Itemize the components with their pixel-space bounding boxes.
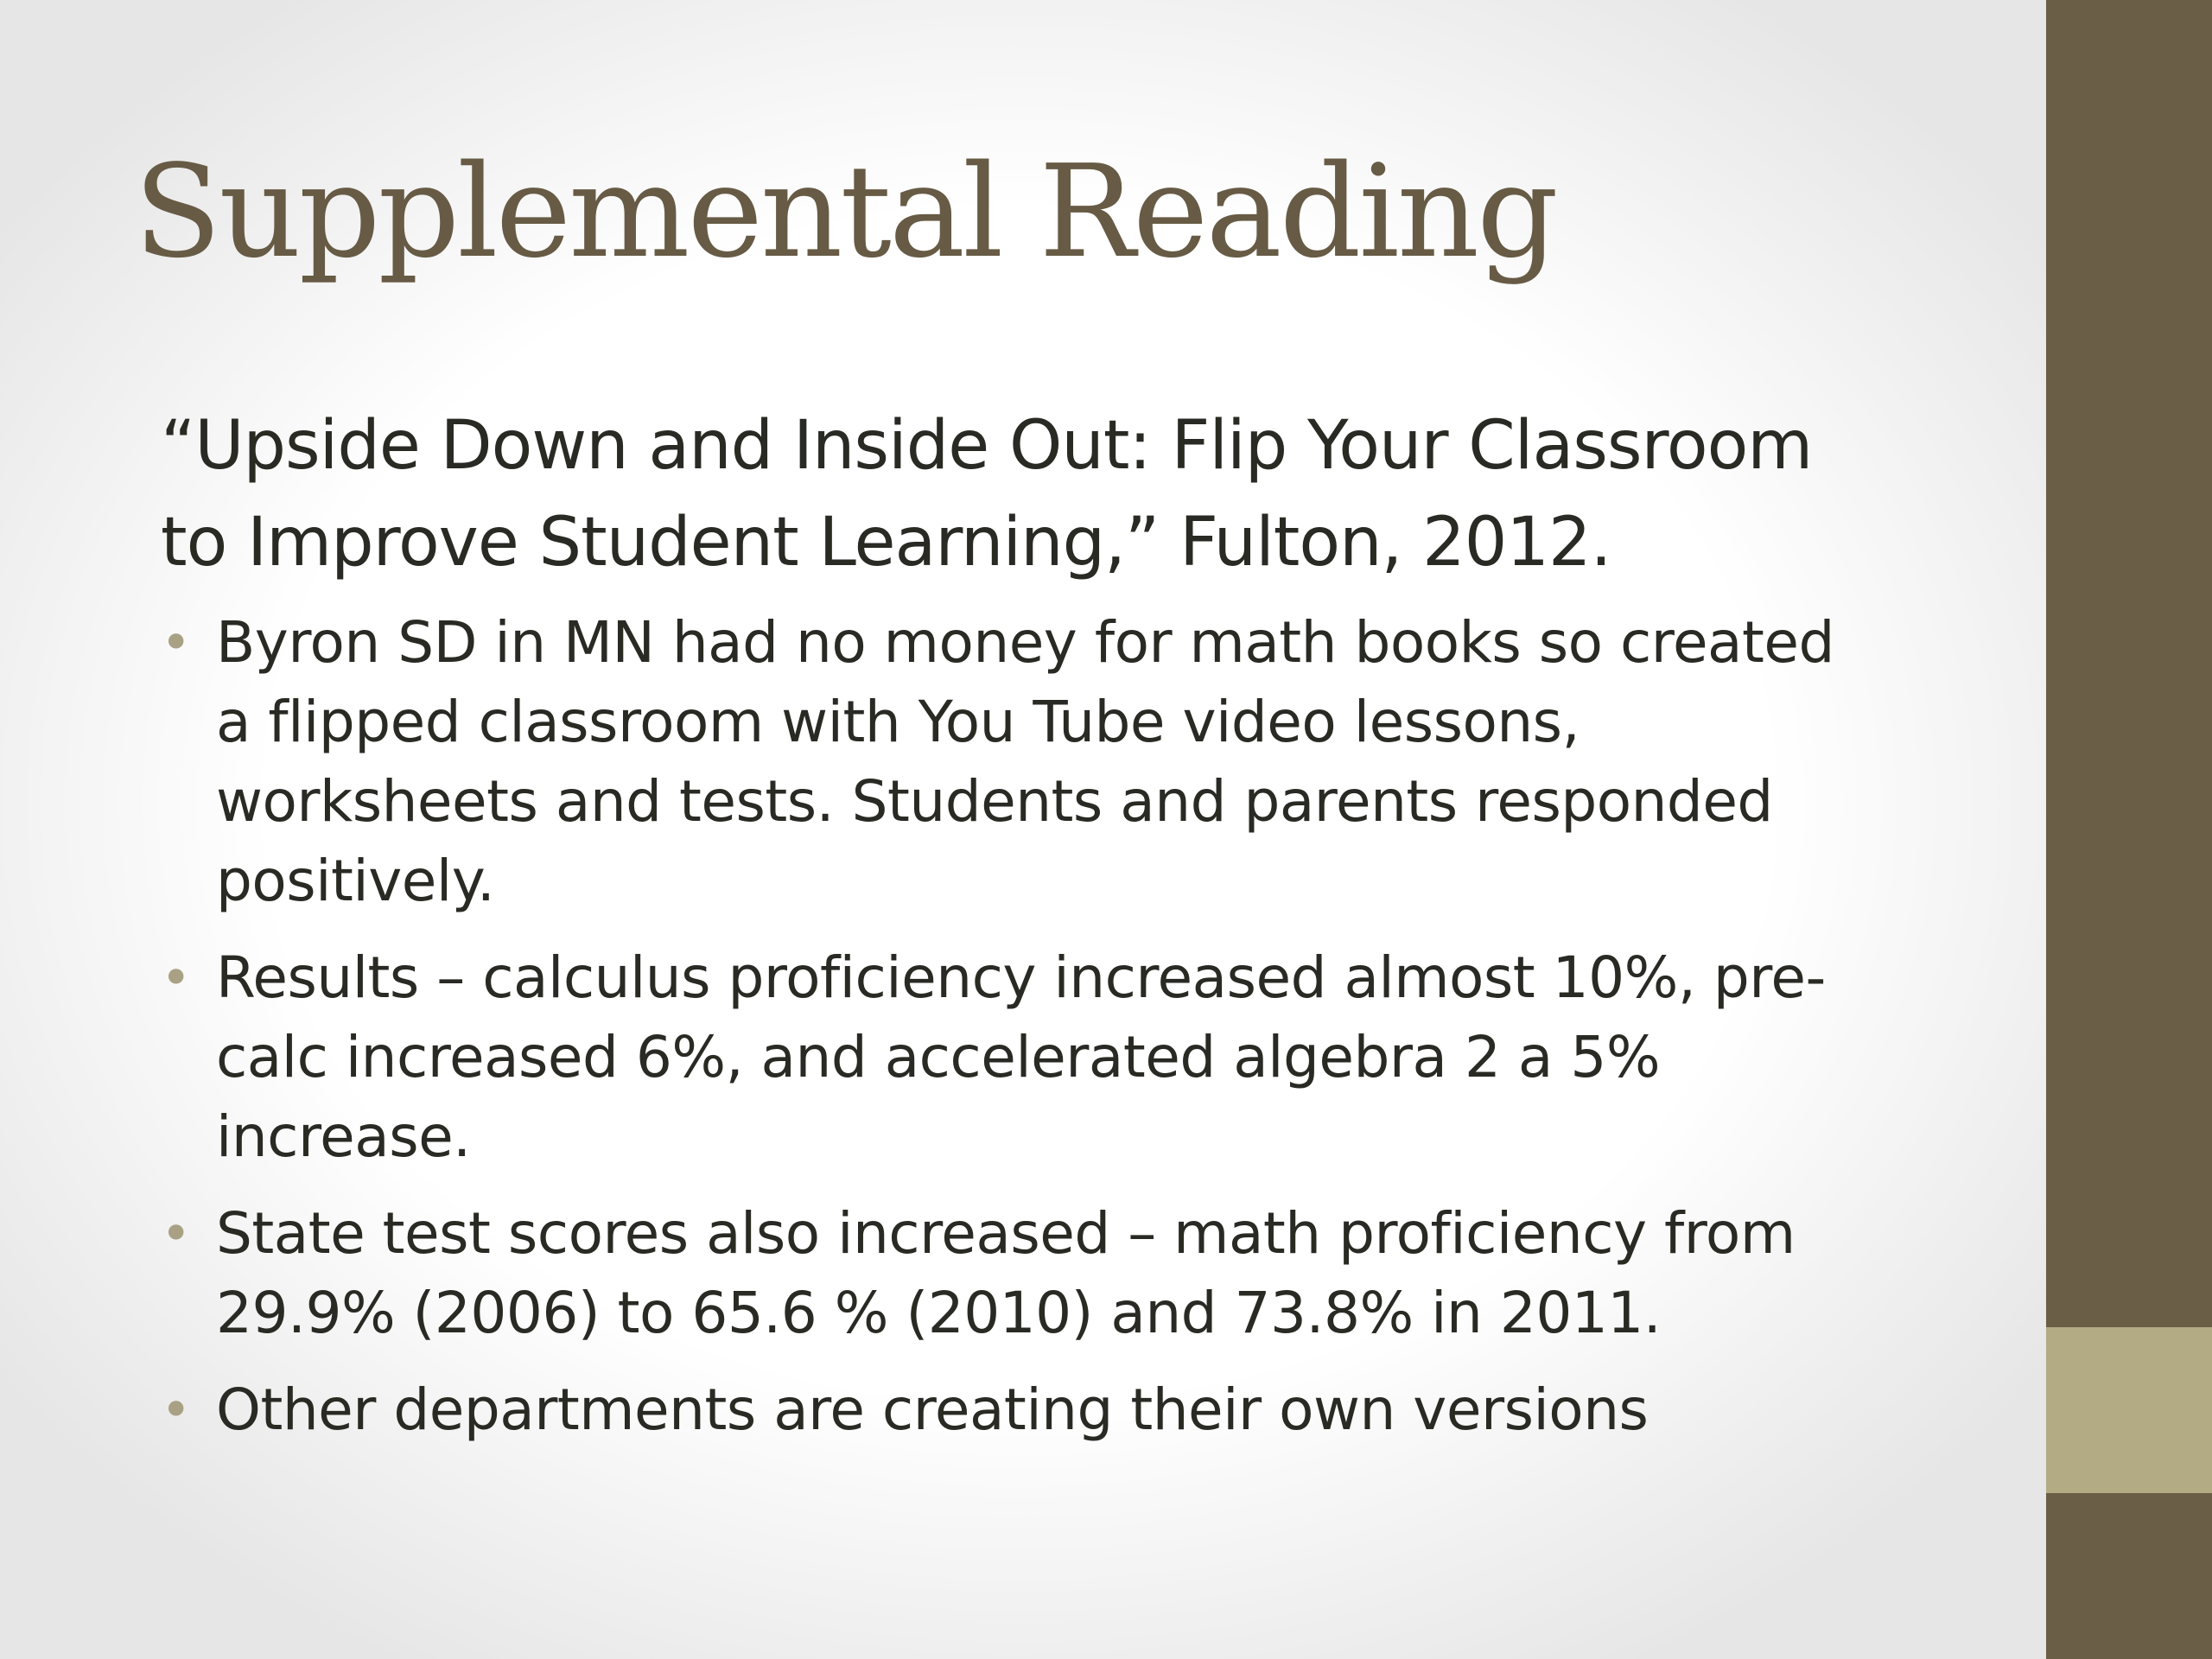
bullet-line: Byron SD in MN had no money for math books so created xyxy=(216,609,1834,676)
bullet-line: worksheets and tests. Students and parents responded xyxy=(216,768,1773,835)
citation-line-1: “Upside Down and Inside Out: Flip Your Classroom xyxy=(161,407,1813,485)
bullet-line: positively. xyxy=(216,848,495,914)
citation xyxy=(161,397,1958,591)
bullet-line: Results – calculus proficiency increased almost 10%, pre- xyxy=(216,944,1826,1011)
bullet-item xyxy=(161,938,1958,1177)
bullet-line: Other departments are creating their own versions xyxy=(216,1376,1649,1443)
bullet-dot-icon: • xyxy=(161,613,191,673)
bullet-line: 29.9% (2006) to 65.6 % (2010) and 73.8% in 2011. xyxy=(216,1280,1662,1346)
citation-line-2: to Improve Student Learning,” Fulton, 2012. xyxy=(161,504,1611,582)
bullet-item xyxy=(161,1194,1958,1353)
bullet-list xyxy=(161,603,1958,1450)
bullet-line: a flipped classroom with You Tube video lessons, xyxy=(216,689,1580,755)
bullet-dot-icon: • xyxy=(161,1380,191,1440)
bullet-item xyxy=(161,603,1958,921)
slide-content xyxy=(161,397,1958,1467)
bullet-dot-icon: • xyxy=(161,948,191,1008)
slide-title: Supplemental Reading xyxy=(134,137,1556,286)
bullet-line: increase. xyxy=(216,1103,471,1170)
bullet-dot-icon: • xyxy=(161,1204,191,1264)
bullet-line: State test scores also increased – math proficiency from xyxy=(216,1200,1796,1267)
side-bar-accent xyxy=(2046,1327,2212,1493)
bullet-item xyxy=(161,1370,1958,1450)
bullet-line: calc increased 6%, and accelerated algebra 2 a 5% xyxy=(216,1024,1661,1090)
